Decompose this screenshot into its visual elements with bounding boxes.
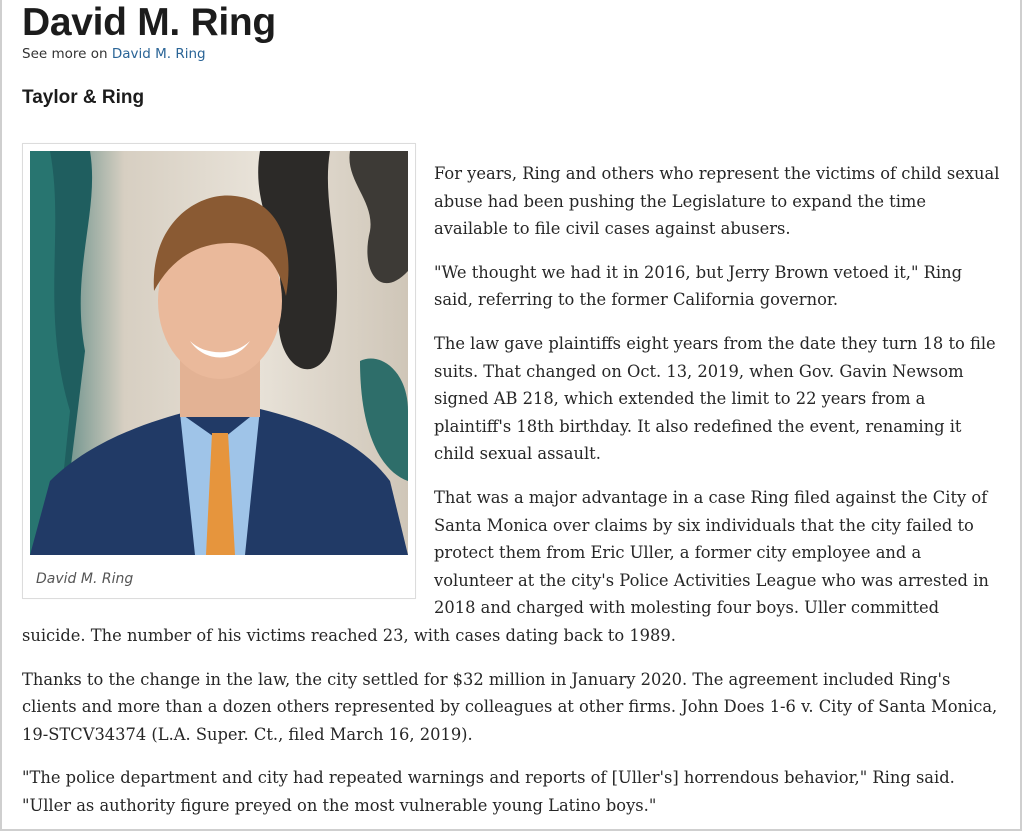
page-title: David M. Ring <box>22 1 276 44</box>
article-paragraph: For years, Ring and others who represent the victims of child sexual abuse had been pushing the Legislature to expand the time available to file civil cases against abusers. <box>434 164 1000 239</box>
article-paragraph: "We thought we had it in 2016, but Jerry Brown vetoed it," Ring said, referring to the former California governor. <box>434 262 963 310</box>
article-paragraph: Thanks to the change in the law, the city settled for $32 million in January 2020. The agreement included Ring's clients and more than a dozen others represented by colleagues at other firms. John Does 1-6 v. City of Santa Monica, 19-STCV34374 (L.A. Super. Ct., filed March 16, 2019). <box>22 669 998 744</box>
article-body <box>22 160 1000 835</box>
photo-caption: David M. Ring <box>36 571 134 587</box>
article-paragraph: "The police department and city had repeated warnings and reports of [Uller's] horrendous behavior," Ring said. "Uller as authority figure preyed on the most vulnerable young Latino boys." <box>22 768 955 815</box>
article-paragraph: That was a major advantage in a case Ring filed against the City of Santa Monica over claims by six individuals that the city failed to protect them from Eric Uller, a former city employee and a volunteer at the city's Police Activities League who was arrested in 2018 and charged with molesting four boys. Uller committed suicide. The number of his victims reached 23, with cases dating back to 1989. <box>22 487 989 645</box>
see-more-link[interactable]: David M. Ring <box>111 46 206 62</box>
firm-name: Taylor & Ring <box>22 87 145 108</box>
portrait-photo <box>30 151 408 555</box>
article-paragraph: The law gave plaintiffs eight years from the date they turn 18 to file suits. That changed on Oct. 13, 2019, when Gov. Gavin Newsom signed AB 218, which extended the limit to 22 years from a plaintiff's 18th birthday. It also redefined the event, renaming it child sexual assault. <box>434 333 996 464</box>
see-more-prefix: See more on <box>22 46 112 62</box>
photo-figure <box>22 143 416 599</box>
see-more-line <box>22 46 206 62</box>
